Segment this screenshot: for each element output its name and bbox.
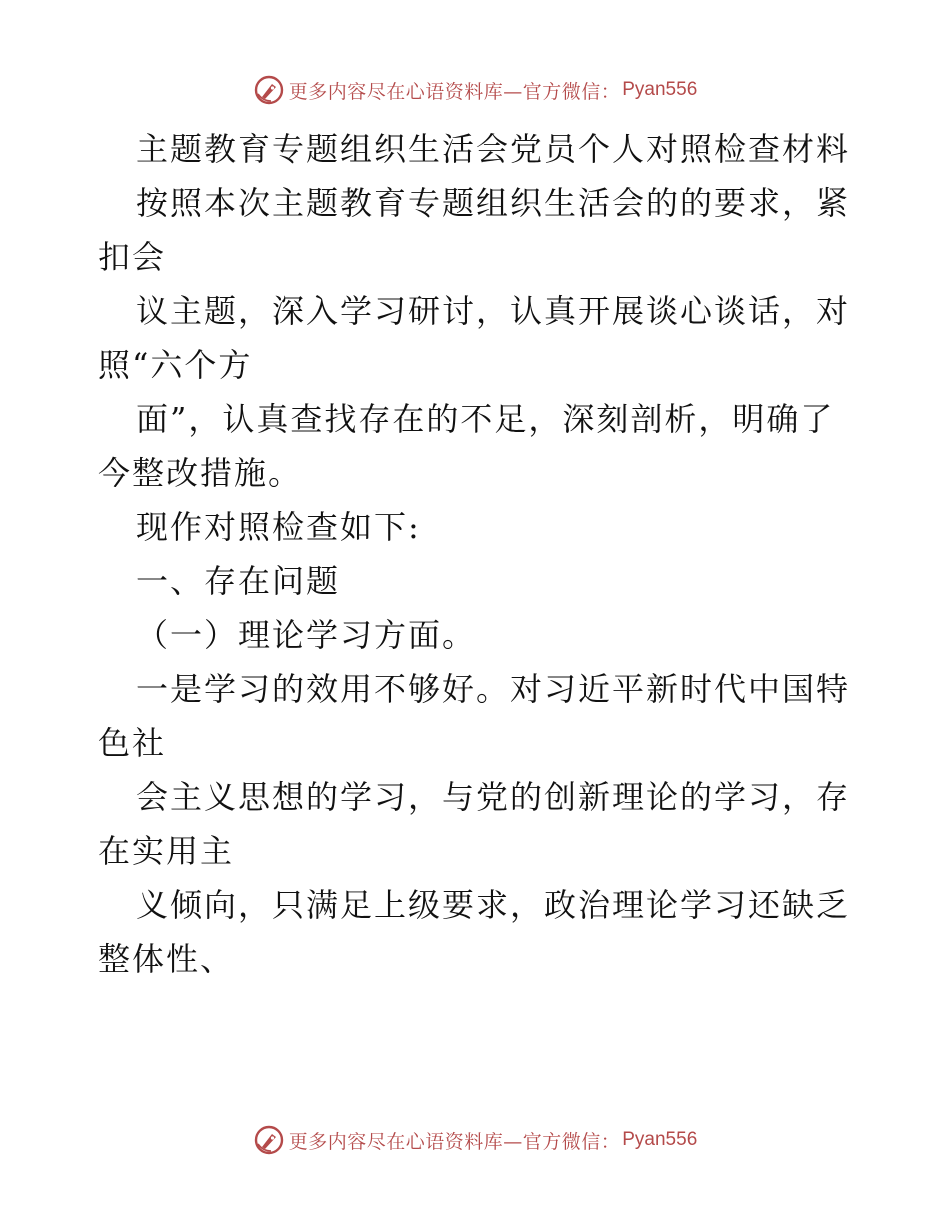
paragraph-line: 面”，认真查找存在的不足，深刻剖析，明确了 bbox=[136, 400, 835, 438]
paragraph-line: 照“六个方 bbox=[98, 346, 253, 384]
watermark-banner-top bbox=[0, 70, 950, 110]
document-body bbox=[98, 122, 858, 986]
pen-nib-logo-icon bbox=[253, 74, 285, 106]
watermark-text: 更多内容尽在心语资料库—官方微信： bbox=[288, 1130, 621, 1153]
paragraph-line: 色社 bbox=[98, 724, 167, 762]
paragraph-line: 义倾向，只满足上级要求，政治理论学习还缺乏 bbox=[136, 886, 851, 924]
paragraph-line: 现作对照检查如下: bbox=[136, 508, 421, 546]
watermark-banner-bottom bbox=[0, 1120, 950, 1160]
paragraph-line: 会主义思想的学习，与党的创新理论的学习，存 bbox=[136, 778, 851, 816]
watermark-wechat-id: Pyan556 bbox=[622, 79, 698, 100]
paragraph-line: 扣会 bbox=[98, 238, 167, 276]
section-heading: 一、存在问题 bbox=[136, 562, 341, 600]
pen-nib-logo-icon bbox=[253, 1124, 285, 1156]
paragraph-line: 议主题，深入学习研讨，认真开展谈心谈话，对 bbox=[136, 292, 851, 330]
watermark-text: 更多内容尽在心语资料库—官方微信： bbox=[288, 80, 621, 103]
watermark-wechat-id: Pyan556 bbox=[622, 1129, 698, 1150]
paragraph-line: 今整改措施。 bbox=[98, 454, 303, 492]
document-title: 主题教育专题组织生活会党员个人对照检查材料 bbox=[136, 130, 851, 168]
subsection-heading: （一）理论学习方面。 bbox=[136, 616, 477, 654]
paragraph-line: 按照本次主题教育专题组织生活会的的要求，紧 bbox=[136, 184, 851, 222]
paragraph-line: 整体性、 bbox=[98, 940, 235, 978]
paragraph-line: 一是学习的效用不够好。对习近平新时代中国特 bbox=[136, 670, 851, 708]
paragraph-line: 在实用主 bbox=[98, 832, 235, 870]
